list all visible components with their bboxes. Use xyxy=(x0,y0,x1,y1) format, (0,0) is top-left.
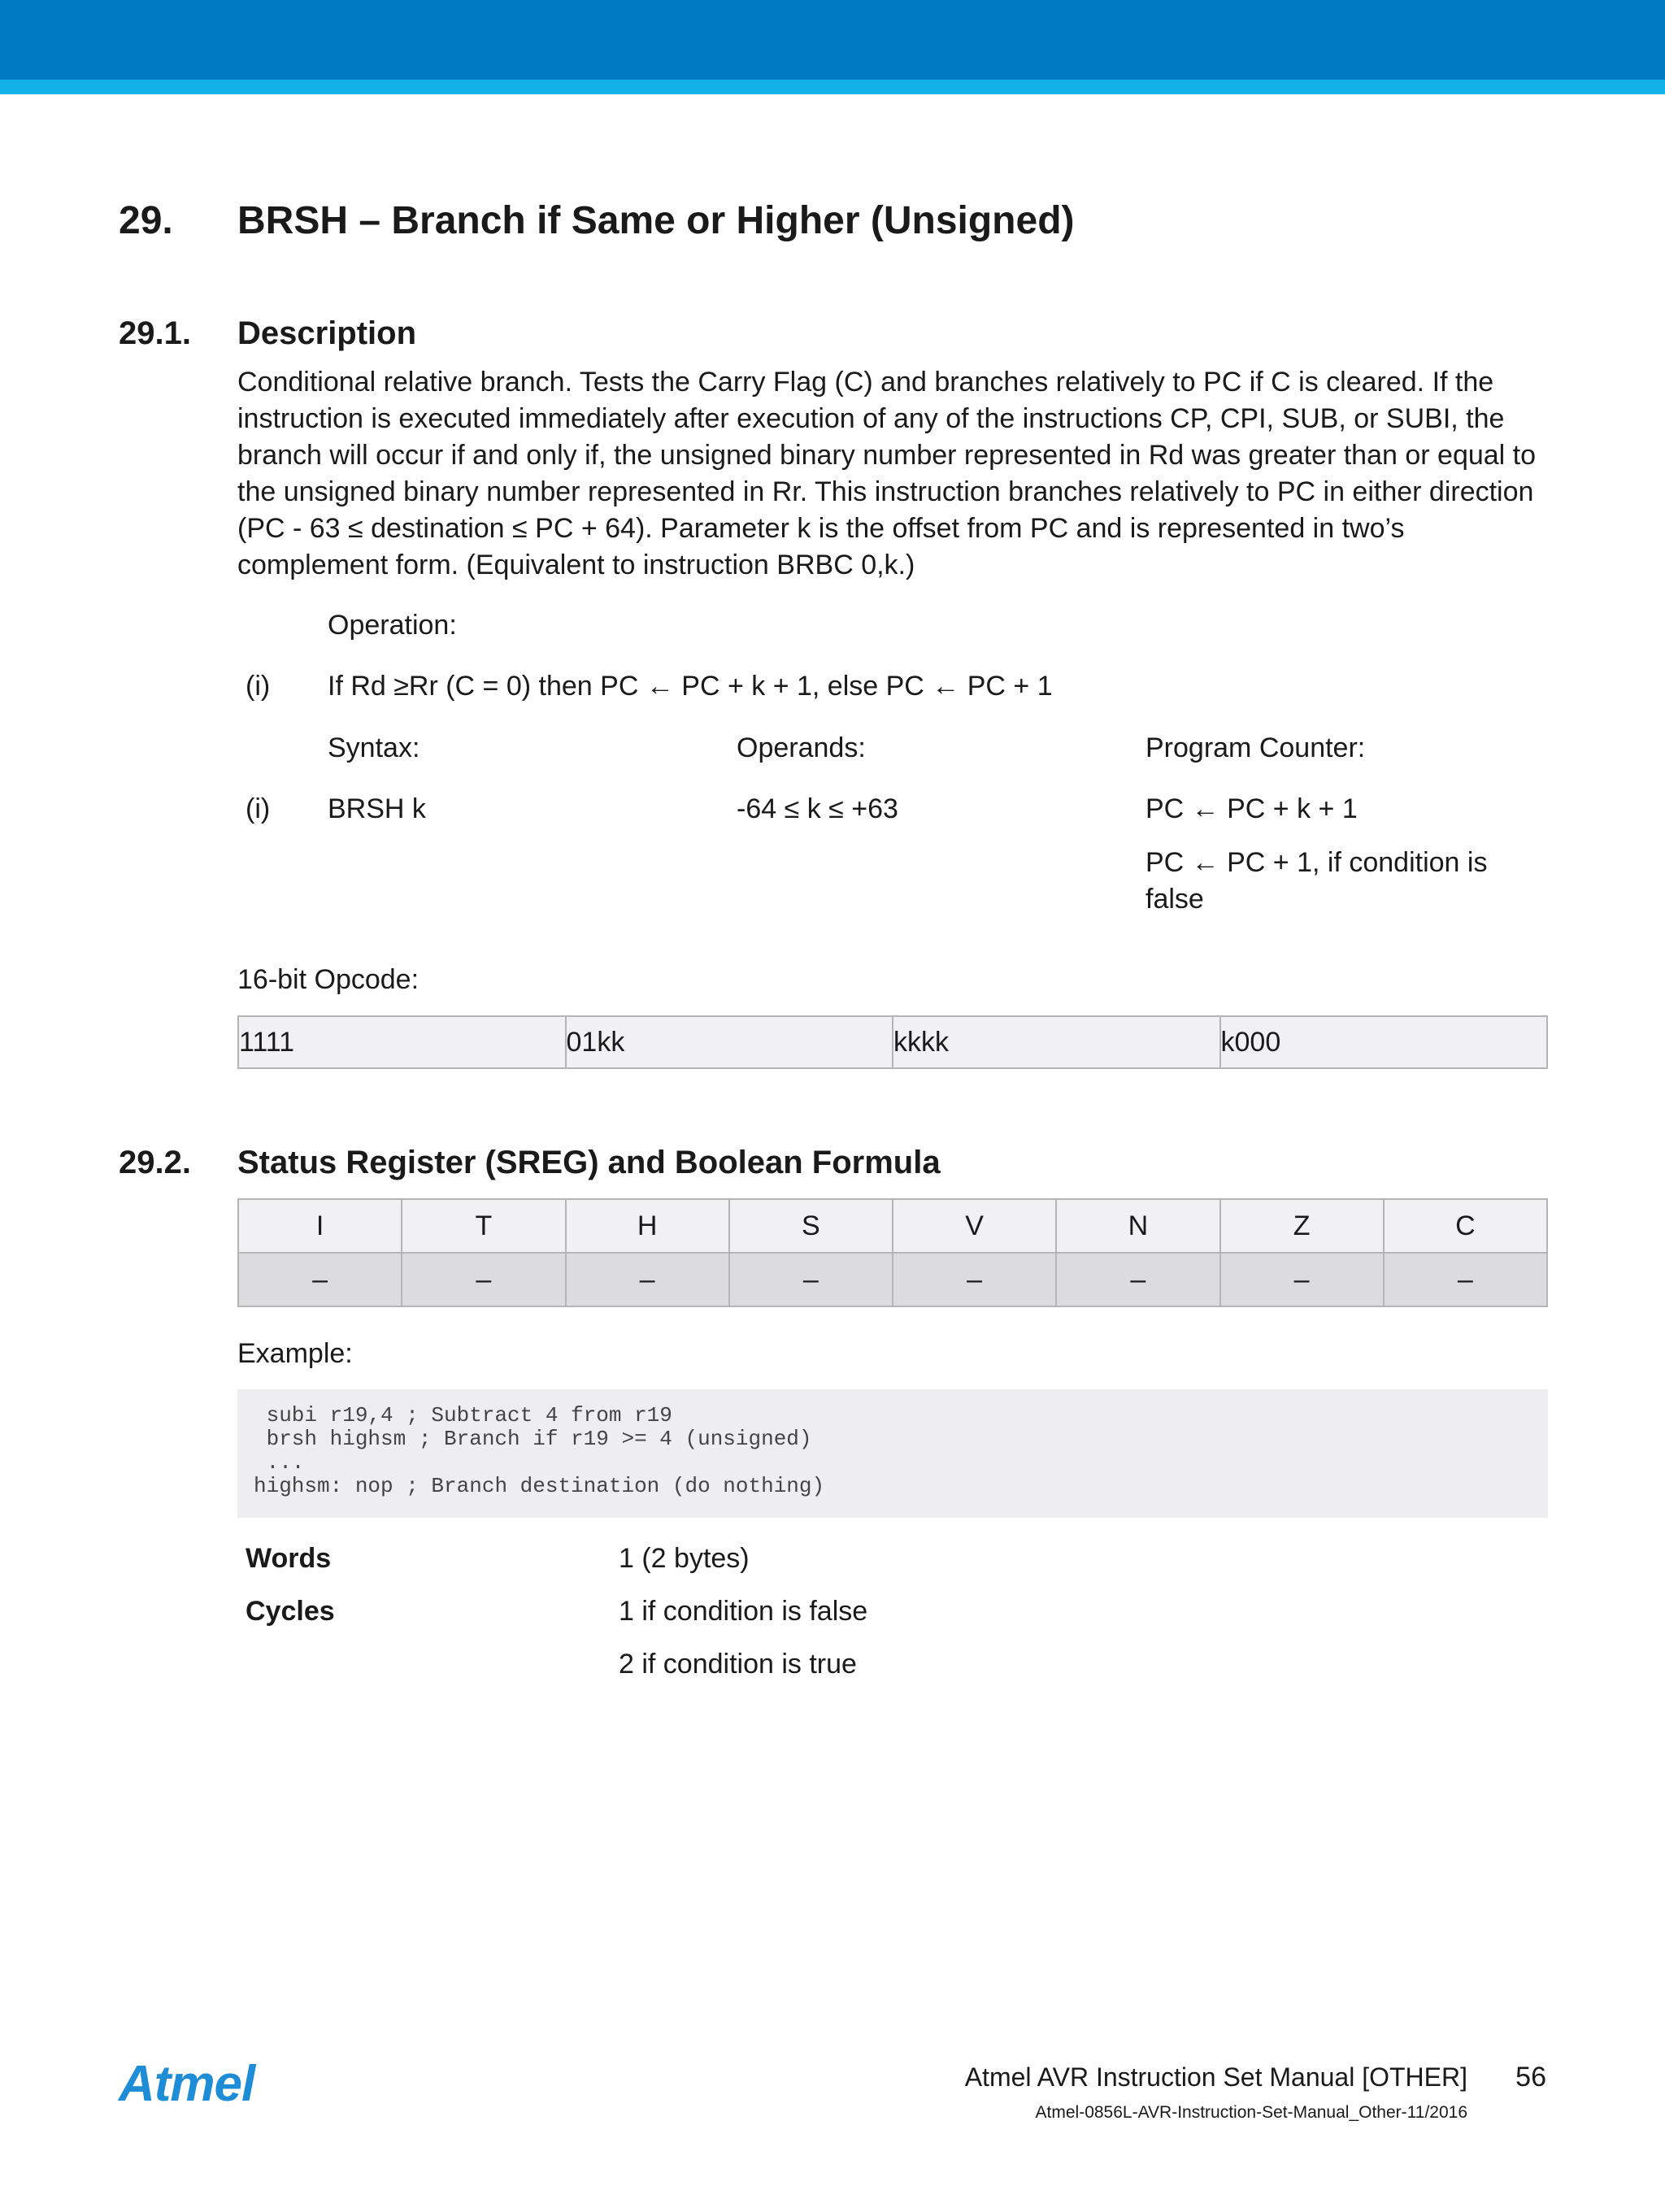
opcode-table xyxy=(237,1015,1548,1069)
example-label: Example: xyxy=(237,1338,353,1369)
sreg-flag: N xyxy=(1056,1199,1219,1253)
section-number: 29. xyxy=(119,199,173,242)
syntax-header: Syntax: xyxy=(328,732,420,763)
sreg-flag-row xyxy=(238,1199,1547,1253)
description-heading: Description xyxy=(237,315,417,351)
opcode-cell: 01kk xyxy=(566,1016,893,1068)
sreg-value-row xyxy=(238,1253,1547,1306)
description-number: 29.1. xyxy=(119,315,191,351)
cycles-value-false: 1 if condition is false xyxy=(619,1596,868,1627)
operands-value: -64 ≤ k ≤ +63 xyxy=(737,793,898,824)
sreg-value: – xyxy=(1056,1253,1219,1306)
example-code: subi r19,4 ; Subtract 4 from r19 brsh highsm ; Branch if r19 >= 4 (unsigned) ... highsm: nop ; Branch destination (do nothing) xyxy=(254,1403,825,1498)
header-band xyxy=(0,0,1665,80)
header-accent-line xyxy=(0,80,1665,94)
operation-text: If Rd ≥Rr (C = 0) then PC ← PC + k + 1, else PC ← PC + 1 xyxy=(328,671,1053,702)
opcode-cell: 1111 xyxy=(238,1016,566,1068)
program-counter-header: Program Counter: xyxy=(1146,732,1366,763)
sreg-value: – xyxy=(402,1253,565,1306)
example-code-block xyxy=(237,1389,1548,1518)
sreg-value: – xyxy=(893,1253,1056,1306)
description-text: Conditional relative branch. Tests the Carry Flag (C) and branches relatively to PC if C is cleared. If the instruction is executed immediately after execution of any of the instructions CP, CPI, SUB, or SUBI, the branch will occur if and only if, the unsigned binary number represented in Rd was greater than or equal to the unsigned binary number represented in Rr. This instruction branches relatively to PC in either direction (PC - 63 ≤ destination ≤ PC + 64). Parameter k is the offset from PC and is represented in two’s complement form. (Equivalent to instruction BRBC 0,k.) xyxy=(237,367,1537,580)
sreg-flag: S xyxy=(729,1199,893,1253)
sreg-flag: T xyxy=(402,1199,565,1253)
cycles-value-true: 2 if condition is true xyxy=(619,1649,857,1680)
program-counter-value: PC ← PC + k + 1 xyxy=(1146,793,1358,824)
atmel-logo: Atmel xyxy=(119,2056,255,2112)
footer-manual-title: Atmel AVR Instruction Set Manual [OTHER] xyxy=(964,2062,1467,2092)
sreg-value: – xyxy=(1384,1253,1547,1306)
opcode-cell: k000 xyxy=(1220,1016,1548,1068)
words-value: 1 (2 bytes) xyxy=(619,1543,750,1574)
operation-label: Operation: xyxy=(328,610,457,641)
sreg-flag: Z xyxy=(1220,1199,1384,1253)
footer-page-number: 56 xyxy=(1515,2062,1546,2092)
opcode-row xyxy=(238,1016,1547,1068)
footer-document-id: Atmel-0856L-AVR-Instruction-Set-Manual_Other-11/2016 xyxy=(1035,2103,1467,2122)
words-label: Words xyxy=(246,1543,332,1574)
cycles-label: Cycles xyxy=(246,1596,335,1627)
program-counter-alt-value: PC ← PC + 1, if condition is false xyxy=(1146,847,1488,915)
syntax-value: BRSH k xyxy=(328,793,426,824)
operands-header: Operands: xyxy=(737,732,866,763)
sreg-flag: C xyxy=(1384,1199,1547,1253)
sreg-heading: Status Register (SREG) and Boolean Formula xyxy=(237,1145,941,1180)
sreg-number: 29.2. xyxy=(119,1145,191,1180)
sreg-value: – xyxy=(566,1253,729,1306)
section-title: BRSH – Branch if Same or Higher (Unsigned) xyxy=(237,199,1075,242)
sreg-flag: H xyxy=(566,1199,729,1253)
syntax-row-index: (i) xyxy=(246,793,271,824)
sreg-value: – xyxy=(238,1253,402,1306)
sreg-flag: I xyxy=(238,1199,402,1253)
sreg-flag: V xyxy=(893,1199,1056,1253)
opcode-label: 16-bit Opcode: xyxy=(237,964,420,995)
sreg-value: – xyxy=(1220,1253,1384,1306)
opcode-cell: kkkk xyxy=(893,1016,1220,1068)
sreg-value: – xyxy=(729,1253,893,1306)
operation-index: (i) xyxy=(246,671,271,702)
sreg-table xyxy=(237,1198,1548,1307)
